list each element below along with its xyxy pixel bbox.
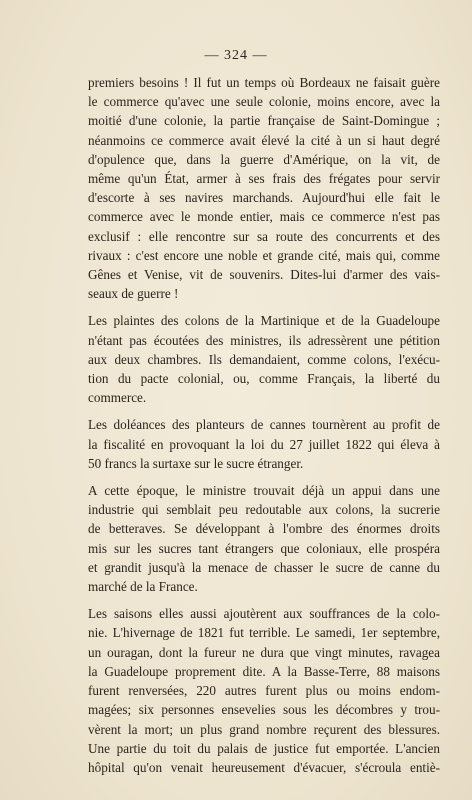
paragraph-4 [88,481,440,596]
text-line: furent renversées, 220 autres furent plus ou moins endom- [88,683,440,699]
text-line: tion du pacte colonial, ou, comme Français, la liberté du [88,371,440,387]
text-line: nie. L'hivernage de 1821 fut terrible. Le samedi, 1er septembre, [88,625,440,641]
text-line: seaux de guerre ! [88,286,179,302]
text-line: exclusif : elle rencontre sur sa route des concurrents et des [88,228,440,244]
text-line: le commerce qu'avec une seule colonie, moins encore, avec la [88,94,440,110]
text-line: Les plaintes des colons de la Martinique et de la Guadeloupe [88,313,440,329]
text-line: néanmoins ce commerce avait élevé la cité à un si haut degré [88,132,440,148]
text-line: n'étant pas écoutées des ministres, ils adressèrent une pétition [88,332,440,348]
text-line: Les saisons elles aussi ajoutèrent aux souffrances de la colo- [88,606,440,622]
text-line: marché de la France. [88,579,198,595]
text-line: de betteraves. Se développant à l'ombre des énormes droits [88,521,440,537]
text-line: la Guadeloupe proprement dite. A la Basse-Terre, 88 maisons [88,663,440,679]
paragraph-3 [88,415,440,473]
text-line: Une partie du toit du palais de justice fut emportée. L'ancien [88,740,440,756]
text-line: même qu'un État, armer à ses frais des frégates pour servir [88,171,440,187]
text-line: moitié d'une colonie, la partie française de Saint-Domingue ; [88,113,440,129]
text-line: premiers besoins ! Il fut un temps où Bordeaux ne faisait guère [88,75,440,90]
text-line: Gênes et Venise, vit de souvenirs. Dites-lui d'armer des vais- [88,267,440,283]
text-line: rivaux : c'est encore une noble et grande cité, mais qui, comme [88,247,440,263]
page-number: — 324 — [204,48,268,63]
text-line: magées; six personnes ensevelies sous les décombres y trou- [88,702,440,718]
text-line: un ouragan, dont la fureur ne dura que vingt minutes, ravagea [88,644,440,660]
text-line: mis sur les sucres tant étrangers que coloniaux, elle prospéra [88,540,440,556]
text-line: A cette époque, le ministre trouvait déjà un appui dans une [88,483,440,499]
text-line: vèrent la mort; un plus grand nombre reçurent des blessures. [88,721,440,737]
text-line: commerce. [88,390,147,406]
body-text [88,73,440,785]
text-line: d'escorte à ses navires marchands. Aujourd'hui elle fait le [88,190,440,206]
paragraph-1 [88,73,440,303]
text-line: la fiscalité en provoquant la loi du 27 juillet 1822 qui éleva à [88,436,440,452]
text-line: Les doléances des planteurs de cannes tournèrent au profit de [88,417,440,433]
text-line: industrie qui semblait peu redoutable aux colons, la sucrerie [88,502,440,518]
text-line: commerce avec le monde entier, mais ce commerce n'est pas [88,209,440,225]
text-line: aux deux chambres. Ils demandaient, comme colons, l'exécu- [88,351,440,367]
text-line: hôpital qu'on venait heureusement d'évacuer, s'écroula entiè- [88,759,440,775]
text-line: d'opulence que, dans la guerre d'Amérique, on la vit, de [88,151,440,167]
text-line: 50 francs la surtaxe sur le sucre étranger. [88,455,304,471]
text-line: et grandit jusqu'à la menace de chasser le sucre de canne du [88,559,440,575]
paragraph-2 [88,311,440,407]
paragraph-5 [88,604,440,777]
